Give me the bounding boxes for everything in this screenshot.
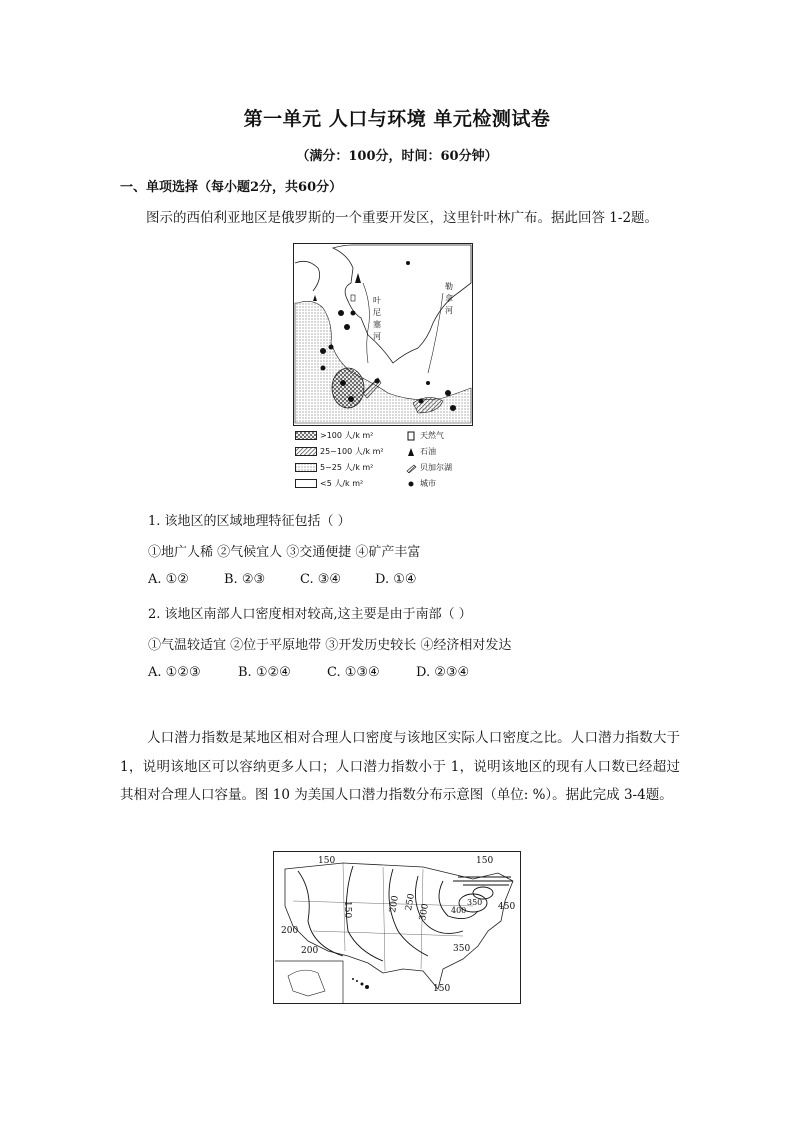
contour-label: 200 [301, 946, 319, 956]
legend-item: 天然气 [405, 430, 444, 441]
contour-label: 350 [467, 898, 483, 907]
svg-text:河: 河 [373, 332, 381, 341]
q2-option-a[interactable]: A. ①②③ [148, 665, 201, 680]
contour-label: 150 [433, 984, 451, 994]
legend-item: 石油 [405, 446, 436, 457]
oil-icon [405, 447, 417, 457]
svg-text:塞: 塞 [373, 320, 381, 329]
q2-option-b[interactable]: B. ①②④ [238, 665, 291, 680]
question-1-choices: ①地广人稀 ②气候宜人 ③交通便捷 ④矿产丰富 [148, 545, 421, 560]
q2-option-d[interactable]: D. ②③④ [416, 665, 470, 680]
city-icon [405, 479, 417, 489]
legend-item: 城市 [405, 478, 436, 489]
legend-item: 5~25 人/k m² [295, 462, 373, 473]
siberia-map [293, 243, 473, 426]
contour-label: 400 [451, 906, 467, 915]
svg-text:勒: 勒 [445, 282, 453, 291]
q2-option-c[interactable]: C. ①③④ [327, 665, 380, 680]
contour-label: 350 [453, 944, 471, 954]
q1-option-b[interactable]: B. ②③ [224, 572, 266, 587]
contour-label: 250 [404, 892, 417, 912]
svg-text:尼: 尼 [373, 308, 381, 317]
contour-label: 150 [318, 856, 336, 866]
contour-label: 200 [388, 894, 401, 914]
contour-label: 150 [476, 856, 494, 866]
contour-label: 450 [498, 902, 516, 912]
river-label: 叶 [373, 296, 381, 305]
svg-text:河: 河 [445, 306, 453, 315]
page-title: 第一单元 人口与环境 单元检测试卷 [243, 108, 551, 130]
lake-icon [405, 463, 417, 473]
legend-item: 25~100 人/k m² [295, 446, 384, 457]
legend-item: <5 人/k m² [295, 478, 363, 489]
contour-label: 300 [418, 902, 431, 922]
question-1-stem: 1. 该地区的区域地理特征包括（ ） [148, 514, 351, 529]
q1-option-a[interactable]: A. ①② [148, 572, 189, 587]
question-2-stem: 2. 该地区南部人口密度相对较高,这主要是由于南部（ ） [148, 607, 472, 622]
question-intro-2: 人口潜力指数是某地区相对合理人口密度与该地区实际人口密度之比。人口潜力指数大于 1，说明该地区可以容纳更多人口；人口潜力指数小于 1，说明该地区的现有人口数已经超过其相对合理人口容量。图 10 为美国人口潜力指数分布示意图（单位: %）。据此完成 3-4题。 [120, 730, 680, 803]
contour-label: 150 [342, 901, 352, 919]
legend-item: >100 人/k m² [295, 430, 373, 441]
map-legend [293, 428, 473, 494]
legend-item: 贝加尔湖 [405, 462, 452, 473]
q1-option-d[interactable]: D. ①④ [375, 572, 417, 587]
contour-label: 200 [281, 926, 299, 936]
exam-info: （满分：100分，时间：60分钟） [296, 149, 498, 164]
svg-text:拿: 拿 [445, 294, 453, 303]
question-intro-1: 图示的西伯利亚地区是俄罗斯的一个重要开发区，这里针叶林广布。据此回答 1-2题。 [146, 210, 659, 226]
question-2-choices: ①气温较适宜 ②位于平原地带 ③开发历史较长 ④经济相对发达 [148, 638, 512, 653]
gas-icon [405, 431, 417, 441]
q1-option-c[interactable]: C. ③④ [300, 572, 342, 587]
section-heading: 一、单项选择（每小题2分，共60分） [120, 180, 343, 195]
usa-population-potential-map [273, 851, 521, 1004]
